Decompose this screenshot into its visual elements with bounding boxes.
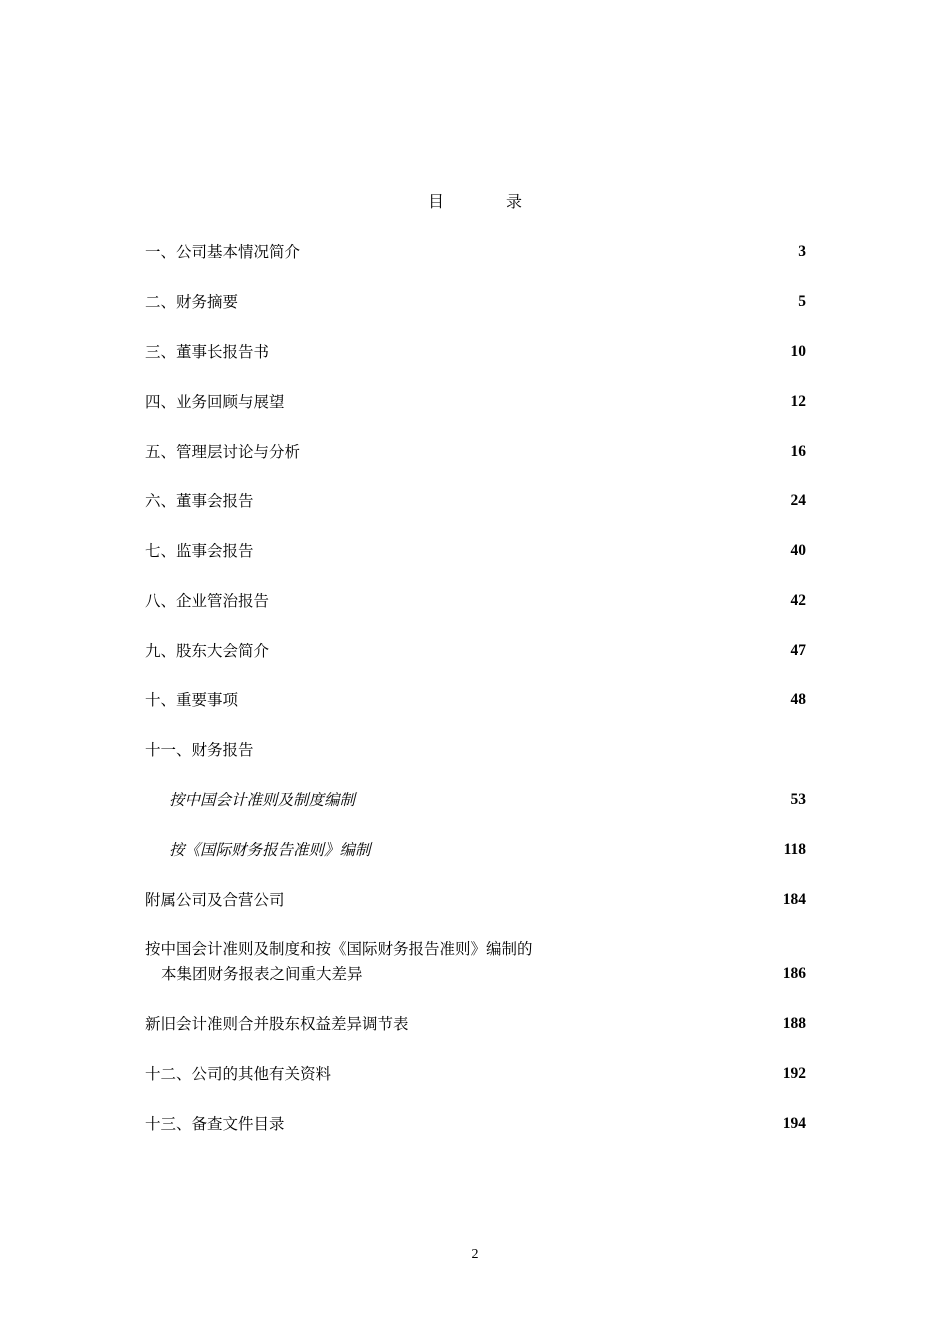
toc-entry-company-profile[interactable] (145, 240, 806, 264)
toc-entry-page: 186 (782, 965, 806, 982)
toc-entry-label: 按《国际财务报告准则》编制 (169, 841, 371, 859)
toc-entry-page: 16 (790, 443, 806, 460)
toc-entry-label: 九、股东大会简介 (145, 642, 270, 660)
toc-entry-financial-summary[interactable] (145, 290, 806, 314)
toc-subentry-prc-gaap[interactable] (145, 788, 806, 812)
toc-entry-business-review[interactable] (145, 390, 806, 414)
toc-entry-label: 附属公司及合营公司 (145, 891, 285, 909)
toc-entry-page: 40 (790, 542, 806, 559)
toc-entry-page: 47 (790, 642, 806, 659)
toc-entry-label: 十二、公司的其他有关资料 (145, 1065, 332, 1083)
page-title (0, 189, 950, 212)
toc-entry-page: 42 (790, 592, 806, 609)
toc-entry-other-information[interactable] (145, 1062, 806, 1086)
toc-entry-page: 5 (798, 293, 806, 310)
toc-entry-page: 118 (783, 841, 806, 858)
toc-entry-label: 十一、财务报告 (145, 741, 254, 759)
toc-entry-label: 新旧会计准则合并股东权益差异调节表 (145, 1015, 409, 1033)
toc-entry-significant-events[interactable] (145, 688, 806, 712)
toc-entry-label: 十三、备查文件目录 (145, 1115, 285, 1133)
toc-subentry-ifrs[interactable] (145, 838, 806, 862)
toc-entry-label: 四、业务回顾与展望 (145, 393, 285, 411)
toc-entry-label: 五、管理层讨论与分析 (145, 443, 301, 461)
toc-entry-page: 12 (790, 393, 806, 410)
toc-entry-label: 七、监事会报告 (145, 542, 254, 560)
toc-entry-corporate-governance[interactable] (145, 589, 806, 613)
title-char-1: 目 (427, 192, 444, 211)
toc-entry-supervisory-report[interactable] (145, 539, 806, 563)
toc-entry-shareholders-meeting[interactable] (145, 639, 806, 663)
toc-entry-management-discussion[interactable] (145, 440, 806, 464)
toc-entry-label: 按中国会计准则及制度编制 (169, 791, 356, 809)
toc-entry-page: 184 (782, 891, 806, 908)
toc-entry-page: 188 (782, 1015, 806, 1032)
toc-entry-label: 十、重要事项 (145, 691, 239, 709)
toc-entry-page: 192 (782, 1065, 806, 1082)
toc-entry-label-continued: 本集团财务报表之间重大差异 (161, 965, 363, 983)
toc-entry-subsidiaries[interactable] (145, 888, 806, 912)
toc-entry-label: 三、董事长报告书 (145, 343, 270, 361)
toc-entry-label: 六、董事会报告 (145, 492, 254, 510)
toc-entry-label: 按中国会计准则及制度和按《国际财务报告准则》编制的 (145, 940, 533, 958)
toc-entry-label: 二、财务摘要 (145, 293, 239, 311)
toc-entry-page: 194 (782, 1115, 806, 1132)
toc-entry-documents-for-inspection[interactable] (145, 1112, 806, 1136)
toc-entry-label: 一、公司基本情况简介 (145, 243, 301, 261)
title-char-2: 录 (506, 192, 523, 211)
toc-entry-page: 53 (790, 791, 806, 808)
toc-entry-gaap-differences[interactable] (145, 937, 806, 987)
toc-entry-chairman-report[interactable] (145, 340, 806, 364)
toc-entry-board-report[interactable] (145, 489, 806, 513)
toc-entry-page: 24 (790, 492, 806, 509)
toc-entry-page: 10 (790, 343, 806, 360)
toc-entry-page: 3 (798, 243, 806, 260)
toc-entry-label: 八、企业管治报告 (145, 592, 270, 610)
page-number: 2 (471, 1247, 479, 1262)
toc-entry-equity-reconciliation[interactable] (145, 1012, 806, 1036)
toc-entry-page: 48 (790, 691, 806, 708)
toc-entry-financial-report[interactable] (145, 738, 806, 762)
